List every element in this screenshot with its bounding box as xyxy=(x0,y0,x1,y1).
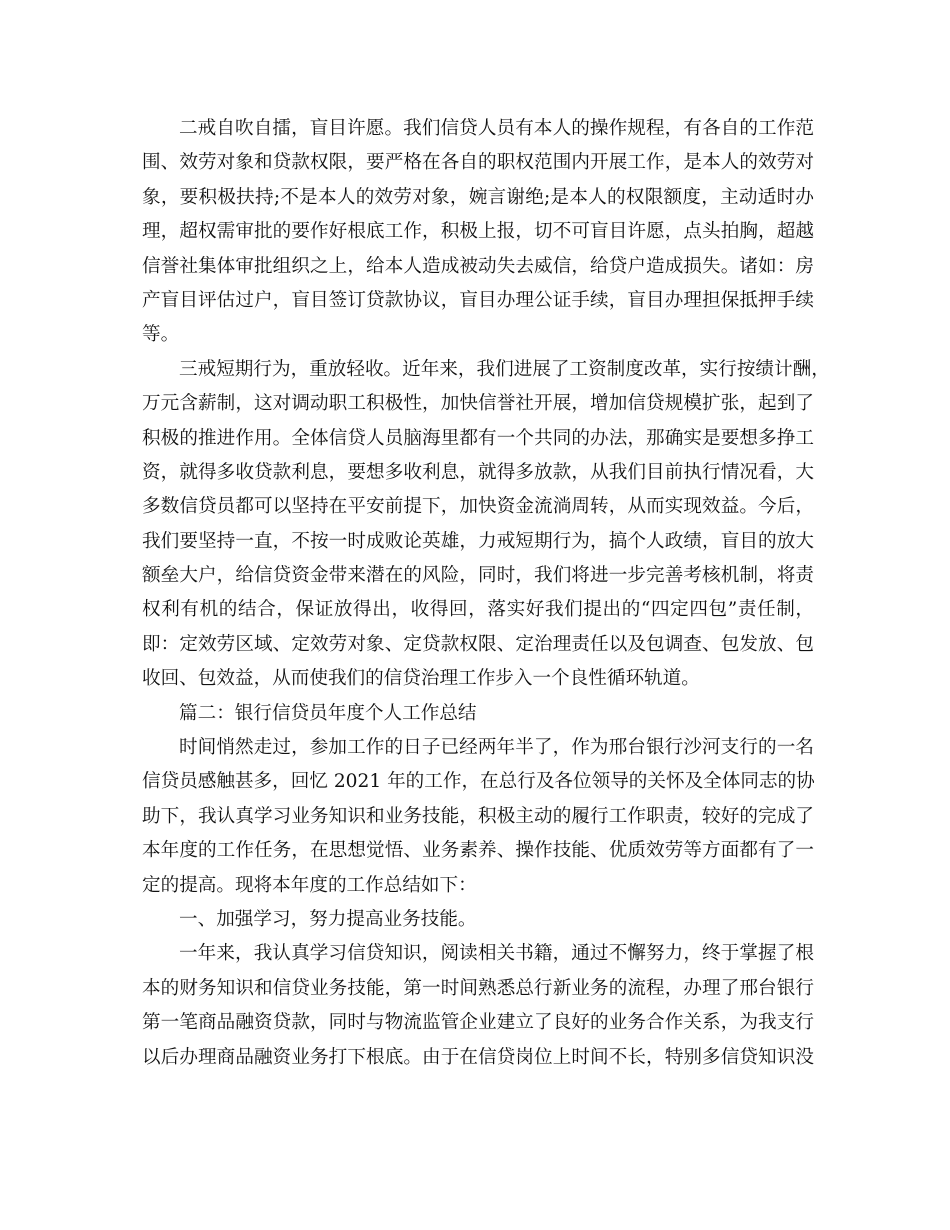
text-line: 本的财务知识和信贷业务技能，第一时间熟悉总行新业务的流程，办理了邢台银行 xyxy=(142,977,814,999)
text-line: 本年度的工作任务，在思想觉悟、业务素养、操作技能、优质效劳等方面都有了一 xyxy=(142,840,814,862)
text-line: 理，超权需审批的要作好根底工作，积极上报，切不可盲目许愿，点头拍胸，超越 xyxy=(142,221,814,243)
document-body xyxy=(142,112,830,1075)
text-line: 产盲目评估过户，盲目签订贷款协议，盲目办理公证手续，盲目办理担保抵押手续 xyxy=(142,289,814,311)
text-line: 我们要坚持一直，不按一时成败论英雄，力戒短期行为，搞个人政绩，盲目的放大 xyxy=(142,530,814,552)
text-line: 一、加强学习，努力提高业务技能。 xyxy=(179,908,477,930)
text-line: 象，要积极扶持;不是本人的效劳对象，婉言谢绝;是本人的权限额度，主动适时办 xyxy=(142,186,814,208)
text-line: 第一笔商品融资贷款，同时与物流监管企业建立了良好的业务合作关系，为我支行 xyxy=(142,1012,814,1034)
text-line: 定的提高。现将本年度的工作总结如下： xyxy=(142,874,477,896)
text-line: 万元含薪制，这对调动职工积极性，加快信誉社开展，增加信贷规模扩张，起到了 xyxy=(142,393,814,415)
text-line: 收回、包效益，从而使我们的信贷治理工作步入一个良性循环轨道。 xyxy=(142,668,700,690)
text-line: 篇二：银行信贷员年度个人工作总结 xyxy=(179,702,477,724)
text-line: 资，就得多收贷款利息，要想多收利息，就得多放款，从我们目前执行情况看，大 xyxy=(142,461,814,483)
text-line: 二戒自吹自擂，盲目许愿。我们信贷人员有本人的操作规程，有各自的工作范 xyxy=(179,118,814,139)
text-line: 额垒大户，给信贷资金带来潜在的风险，同时，我们将进一步完善考核机制，将责 xyxy=(142,565,814,587)
text-line: 即：定效劳区域、定效劳对象、定贷款权限、定治理责任以及包调查、包发放、包 xyxy=(142,633,814,655)
text-line: 积极的推进作用。全体信贷人员脑海里都有一个共同的办法，那确实是要想多挣工 xyxy=(142,427,814,449)
text-line: 信贷员感触甚多，回忆 2021 年的工作，在总行及各位领导的关怀及全体同志的协 xyxy=(142,771,815,793)
text-line: 多数信贷员都可以坚持在平安前提下，加快资金流淌周转，从而实现效益。今后， xyxy=(142,496,814,518)
text-line: 时间悄然走过，参加工作的日子已经两年半了，作为邢台银行沙河支行的一名 xyxy=(179,737,814,759)
text-line: 一年来，我认真学习信贷知识，阅读相关书籍，通过不懈努力，终于掌握了根 xyxy=(179,943,814,965)
text-line: 三戒短期行为，重放轻收。近年来，我们进展了工资制度改革，实行按绩计酬， xyxy=(179,358,830,380)
text-line: 权利有机的结合，保证放得出，收得回，落实好我们提出的“四定四包”责任制， xyxy=(142,599,814,621)
text-line: 围、效劳对象和贷款权限，要严格在各自的职权范围内开展工作，是本人的效劳对 xyxy=(142,152,814,174)
text-line: 助下，我认真学习业务知识和业务技能，积极主动的履行工作职责，较好的完成了 xyxy=(142,805,814,827)
text-line: 等。 xyxy=(142,324,180,346)
text-line: 以后办理商品融资业务打下根底。由于在信贷岗位上时间不长，特别多信贷知识没 xyxy=(142,1046,814,1068)
text-line: 信誉社集体审批组织之上，给本人造成被动失去威信，给贷户造成损失。诸如：房 xyxy=(142,255,814,277)
